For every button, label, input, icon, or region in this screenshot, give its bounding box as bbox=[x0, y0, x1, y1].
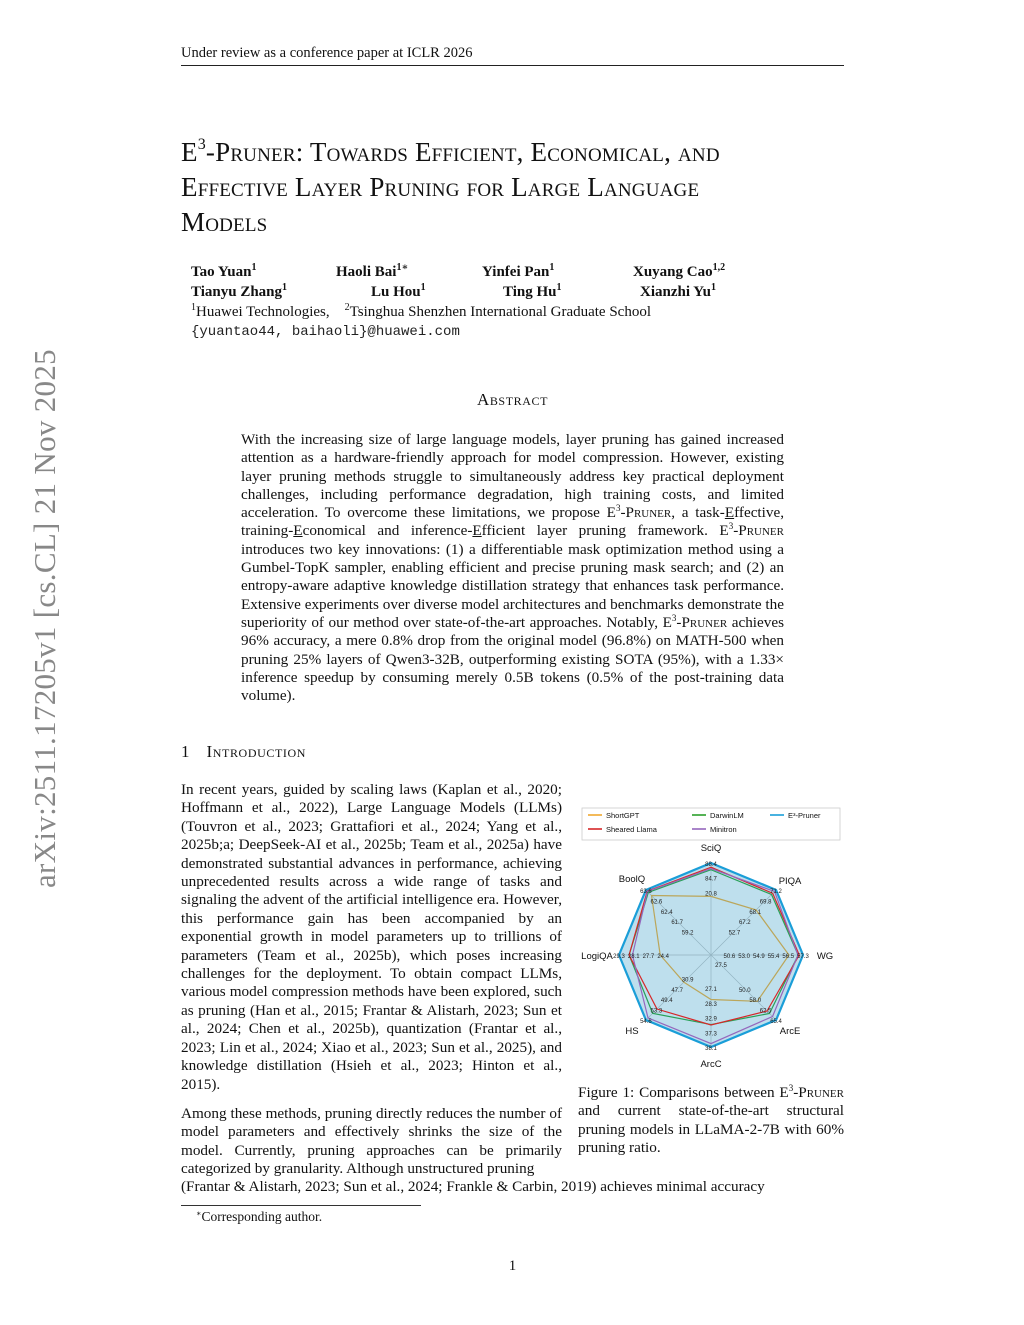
value-label: 50.6 bbox=[723, 954, 736, 960]
value-label: 62.6 bbox=[650, 899, 663, 906]
paper-title: $E^3$-Pruner: Towards Efficient, Economical, and Effective Layer Pruning for Large Language Models bbox=[181, 136, 720, 237]
author-name: Xuyang Cao$^{1,2}$ bbox=[633, 262, 726, 280]
value-label: 61.7 bbox=[671, 920, 684, 927]
value-label: 50.0 bbox=[738, 987, 751, 994]
value-label: 59.2 bbox=[681, 930, 694, 937]
value-label: 62.4 bbox=[660, 909, 673, 916]
value-label: 65.4 bbox=[770, 1019, 782, 1026]
value-label: 68.1 bbox=[749, 909, 762, 916]
value-label: 24.4 bbox=[657, 954, 670, 960]
intro-paragraph-1: In recent years, guided by scaling laws (Kaplan et al., 2020; Hoffmann et al., 2022), Large Language Models (LLMs) (Touvron et al., 2023; Grattafiori et al., 2024; Yang et al., 2025b;a; DeepSeek-AI et al., 2025b; Team et al., 2025a) have demonstrated substantial advances in performance, achieving unprecedented results across a wide range of tasks and signaling the advent of the artificial intelligence era. However, this performance gain has been accompanied by an exponential growth in model parameters up to trillions of parameters (Team et al., 2025b), which poses increasing challenges for the deployment. To obtain compact LLMs, various model compression methods have been explored, such as pruning (Han et al., 2015; Frantar & Alistarh, 2023; Sun et al., 2024; Chen et al., 2025b), quantization (Frantar et al., 2023; Lin et al., 2024; Xiao et al., 2023; Sun et al., 2025), and knowledge distillation (Hsieh et al., 2023; Hinton et al., 2015). bbox=[181, 781, 562, 1093]
value-label: 27.7 bbox=[642, 954, 655, 960]
value-label: 30.9 bbox=[681, 977, 694, 984]
header-rule bbox=[181, 65, 844, 66]
legend-label: DarwinLM bbox=[710, 811, 744, 820]
author-name: Lu Hou$^1$ bbox=[371, 282, 426, 300]
value-label: 58.0 bbox=[749, 998, 762, 1005]
legend-label: Sheared Llama bbox=[606, 825, 657, 834]
value-label: 56.5 bbox=[782, 954, 795, 960]
figure-caption: Figure 1: Comparisons between $E^3$-Pruner and current state-of-the-art structural pruning models in LLaMA-2-7B with 60% pruning ratio. bbox=[578, 1083, 844, 1157]
axis-label: WG bbox=[816, 951, 834, 962]
author-name: Haoli Bai$^{1∗}$ bbox=[336, 262, 409, 280]
value-label: 67.2 bbox=[738, 920, 751, 927]
author-name: Tianyu Zhang$^1$ bbox=[191, 282, 288, 300]
value-label: 29.3 bbox=[613, 954, 625, 960]
running-header: Under review as a conference paper at ICLR 2026 bbox=[181, 45, 473, 61]
value-label: 27.5 bbox=[715, 963, 727, 969]
intro-paragraph-2: Among these methods, pruning directly reduces the number of model parameters and effectively shrinks the size of the model. Currently, pruning approaches can be primarily categorized by granularity. Although unstructured pruning bbox=[181, 1105, 562, 1178]
legend-label: Minitron bbox=[710, 825, 737, 834]
value-label: 57.3 bbox=[797, 954, 809, 960]
value-label: 47.7 bbox=[671, 987, 684, 994]
value-label: 55.4 bbox=[767, 954, 780, 960]
value-label: 54.9 bbox=[752, 954, 765, 960]
value-label: 52.7 bbox=[728, 930, 741, 937]
axis-label: ArcE bbox=[779, 1026, 801, 1038]
author-name: Ting Hu$^1$ bbox=[503, 282, 562, 300]
axis-label: HS bbox=[625, 1026, 639, 1038]
value-label: 38.1 bbox=[705, 1046, 717, 1052]
value-label: 88.4 bbox=[705, 862, 717, 868]
axis-label: SciQ bbox=[700, 843, 722, 854]
footnote-rule bbox=[181, 1205, 421, 1206]
intro-paragraph-2-continued: (Frantar & Alistarh, 2023; Sun et al., 2024; Frankle & Carbin, 2019) achieves minimal accuracy bbox=[181, 1178, 765, 1195]
value-label: 49.4 bbox=[660, 998, 673, 1005]
value-label: 84.7 bbox=[705, 876, 717, 883]
value-label: 54.6 bbox=[640, 1019, 652, 1026]
value-label: 20.8 bbox=[705, 891, 717, 898]
author-name: Xianzhi Yu$^1$ bbox=[640, 282, 717, 300]
axis-label: ArcC bbox=[700, 1059, 722, 1068]
author-name: Yinfei Pan$^1$ bbox=[482, 262, 555, 280]
value-label: 37.3 bbox=[705, 1031, 717, 1038]
value-label: 53.0 bbox=[738, 954, 750, 960]
radar-chart bbox=[580, 806, 842, 1068]
page-number: 1 bbox=[508, 1258, 517, 1274]
value-label: 28.1 bbox=[627, 954, 640, 960]
abstract-heading: Abstract bbox=[476, 390, 549, 409]
value-label: 71.2 bbox=[770, 888, 782, 895]
value-label: 62.5 bbox=[759, 1008, 772, 1015]
value-label: 28.3 bbox=[705, 1001, 717, 1008]
value-label: 53.3 bbox=[650, 1008, 663, 1015]
value-label: 27.1 bbox=[705, 987, 717, 994]
axis-label: BoolQ bbox=[618, 873, 646, 885]
legend-label: E³-Pruner bbox=[788, 811, 821, 820]
value-label: 69.8 bbox=[759, 899, 772, 906]
footnote: ∗Corresponding author. bbox=[196, 1209, 323, 1224]
axis-label: PIQA bbox=[778, 875, 802, 887]
value-label: 63.6 bbox=[640, 888, 652, 895]
legend-label: ShortGPT bbox=[606, 811, 640, 820]
author-name: Tao Yuan$^1$ bbox=[191, 262, 257, 280]
abstract-body: With the increasing size of large language models, layer pruning has gained increased attention as a hardware-friendly approach for model compression. However, existing layer pruning methods struggle to simultaneously address key practical deployment challenges, including performance degradation, high training costs, and limited acceleration. To overcome these limitations, we propose $E^3$-Pruner, a task-Effective, training-Economical and inference-Efficient layer pruning framework. $E^3$-Pruner introduces two key innovations: (1) a differentiable mask optimization method using a Gumbel-TopK sampler, enabling efficient and precise pruning mask search; and (2) an entropy-aware adaptive knowledge distillation strategy that enhances task performance. Extensive experiments over diverse model architectures and benchmarks demonstrate the superiority of our method over state-of-the-art approaches. Notably, $E^3$-Pruner achieves 96% accuracy, a mere 0.8% drop from the original model (96.8%) on MATH-500 when pruning 25% layers of Qwen3-32B, outperforming existing SOTA (95%), with a 1.33× inference speedup by consuming merely 0.5B tokens (0.5% of the post-training data volume). bbox=[241, 431, 785, 705]
section-heading: 1 Introduction bbox=[181, 742, 307, 761]
arxiv-id-sidebar: arXiv:2511.17205v1 [cs.CL] 21 Nov 2025 bbox=[27, 349, 62, 888]
value-label: 32.9 bbox=[705, 1016, 717, 1023]
chart-legend bbox=[582, 808, 840, 840]
affiliations: $^1$Huawei Technologies, $^2$Tsinghua Shenzhen International Graduate School bbox=[191, 302, 652, 320]
email[interactable]: {yuantao44, baihaoli}@huawei.com bbox=[191, 324, 460, 340]
axis-label: LogiQA bbox=[581, 951, 613, 962]
